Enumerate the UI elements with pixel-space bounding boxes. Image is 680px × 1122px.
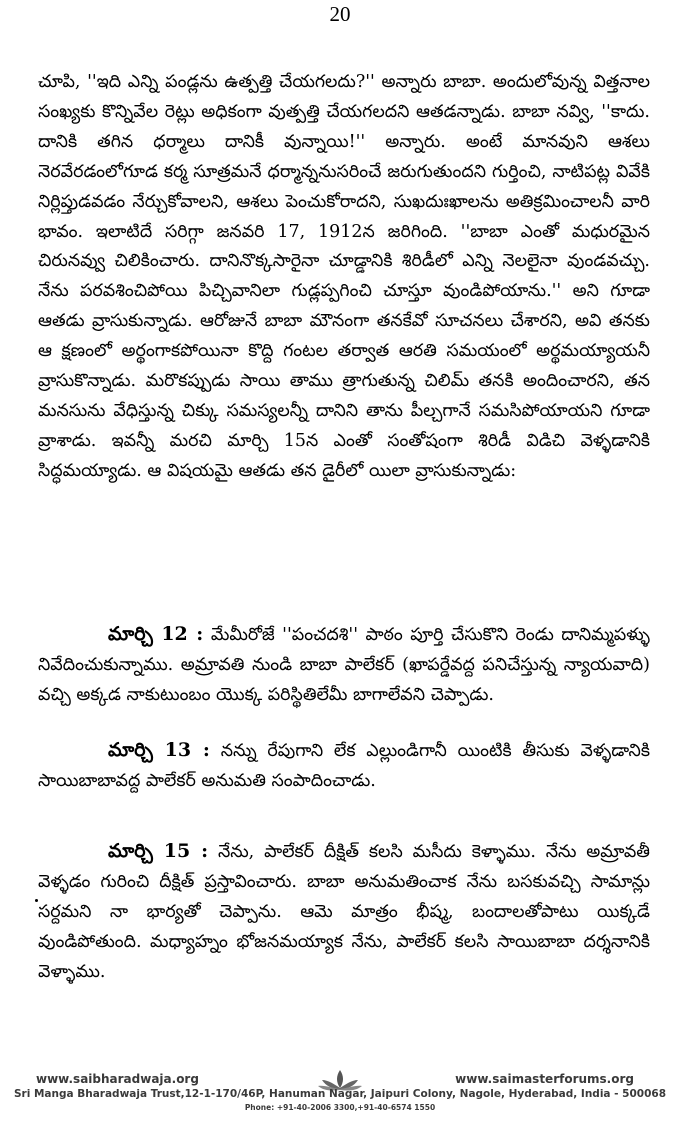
diary-entry-text: మేమీరోజే ''పంచదశి'' పాఠం పూర్తి చేసుకొని రెండు దానిమ్మపళ్ళు నివేదించుకున్నాము. అమ్రావతి నుండి బాబా పాలేకర్ (ఖాపర్డేవద్ద పనిచేస్తున్న న్యాయవాది) వచ్చి అక్కడ నాకుటుంబం యొక్క పరిస్థితిలేమీ బాగాలేవని చెప్పాడు. (38, 625, 650, 705)
diary-entry-date: మార్చి 12 : (108, 623, 204, 645)
stray-dot (35, 899, 38, 902)
page-footer (0, 1068, 680, 1122)
footer-address: Sri Manga Bharadwaja Trust,12-1-170/46P, Hanuman Nagar, Jaipuri Colony, Nagole, Hyderabad, India - 500068 (13, 1088, 667, 1100)
diary-entry-text: నేను, పాలేకర్ దీక్షిత్ కలసి మసీదు కెళ్ళాము. నేను అమ్రావతీ వెళ్ళడం గురించి దీక్షిత్ ప్రస్తావించారు. బాబా అనుమతించాక నేను బసకువచ్చి సామాన్లు సర్దమని నా భార్యతో చెప్పాను. ఆమె మాత్రం భీష్మ, బందాలతోపాటు యిక్కడే వుండిపోతుంది. మధ్యాహ్నం భోజనమయ్యాక నేను, పాలేకర్ కలసి సాయిబాబా దర్శనానికి వెళ్ళాము. (38, 842, 650, 982)
diary-entry-text: నన్ను రేపుగాని లేక ఎల్లుండిగానీ యింటికి తీసుకు వెళ్ళడానికి సాయిబాబావద్ద పాలేకర్ అనుమతి సంపాదించాడు. (38, 741, 650, 791)
diary-entry-date: మార్చి 13 : (108, 739, 210, 761)
diary-entry-march-12 (38, 620, 650, 711)
diary-entry-march-15 (38, 837, 650, 988)
diary-entry-march-13 (38, 736, 650, 797)
footer-website-left[interactable]: www.saibharadwaja.org (36, 1072, 199, 1086)
page-number: 20 (329, 2, 351, 26)
body-paragraph: చూపి, ''ఇది ఎన్ని పండ్లను ఉత్పత్తి చేయగలదు?'' అన్నారు బాబా. అందులోవున్న విత్తనాల సంఖ్యకు కొన్నివేల రెట్లు అధికంగా వుత్పత్తి చేయగలదని ఆతడన్నాడు. బాబా నవ్వి, ''కాదు. దానికి తగిన ధర్మాలు దానికీ వున్నాయి!'' అన్నారు. అంటే మానవుని ఆశలు నెరవేరడంలోగూడ కర్మ సూత్రమనే ధర్మాన్ననుసరించే జరుగుతుందని గుర్తించి, నాటిపట్ల వివేకి నిర్లిప్తుడవడం నేర్చుకోవాలని, ఆశలు పెంచుకోరాదని, సుఖదుఃఖాలను అతిక్రమించాలనీ వారి భావం. ఇలాటిదే సరిగ్గా జనవరి 17, 1912న జరిగింది. ''బాబా ఎంతో మధురమైన చిరునవ్వు చిలికించారు. దానినొక్కసారైనా చూడ్డానికి శిరిడీలో ఎన్ని నెలలైనా వుండవచ్చు. నేను పరవశించిపోయి పిచ్చివానిలా గుడ్లప్పగించి చూస్తూ వుండిపోయాను.'' అని గూడా ఆతడు వ్రాసుకున్నాడు. ఆరోజునే బాబా మౌనంగా తనకేవో సూచనలు చేశారని, అవి తనకు ఆ క్షణంలో అర్థంగాకపోయినా కొద్ది గంటల తర్వాత ఆరతి సమయంలో అర్థమయ్యాయనీ వ్రాసుకొన్నాడు. మరొకప్పుడు సాయి తాము త్రాగుతున్న చిలిమ్ తనకి అందించారని, తన మనసును వేధిస్తున్న చిక్కు సమస్యలన్నీ దానిని తాను పీల్చగానే సమసిపోయాయని గూడా వ్రాశాడు. ఇవన్నీ మరచి మార్చి 15న ఎంతో సంతోషంగా శిరిడీ విడిచి వెళ్ళడానికి సిద్ధమయ్యాడు. ఆ విషయమై ఆతడు తన డైరీలో యిలా వ్రాసుకున్నాడు: (38, 72, 650, 481)
diary-entry-date: మార్చి 15 : (108, 840, 209, 862)
footer-website-right[interactable]: www.saimasterforums.org (455, 1072, 634, 1086)
footer-phone: Phone: +91-40-2006 3300,+91-40-6574 1550 (244, 1103, 436, 1112)
